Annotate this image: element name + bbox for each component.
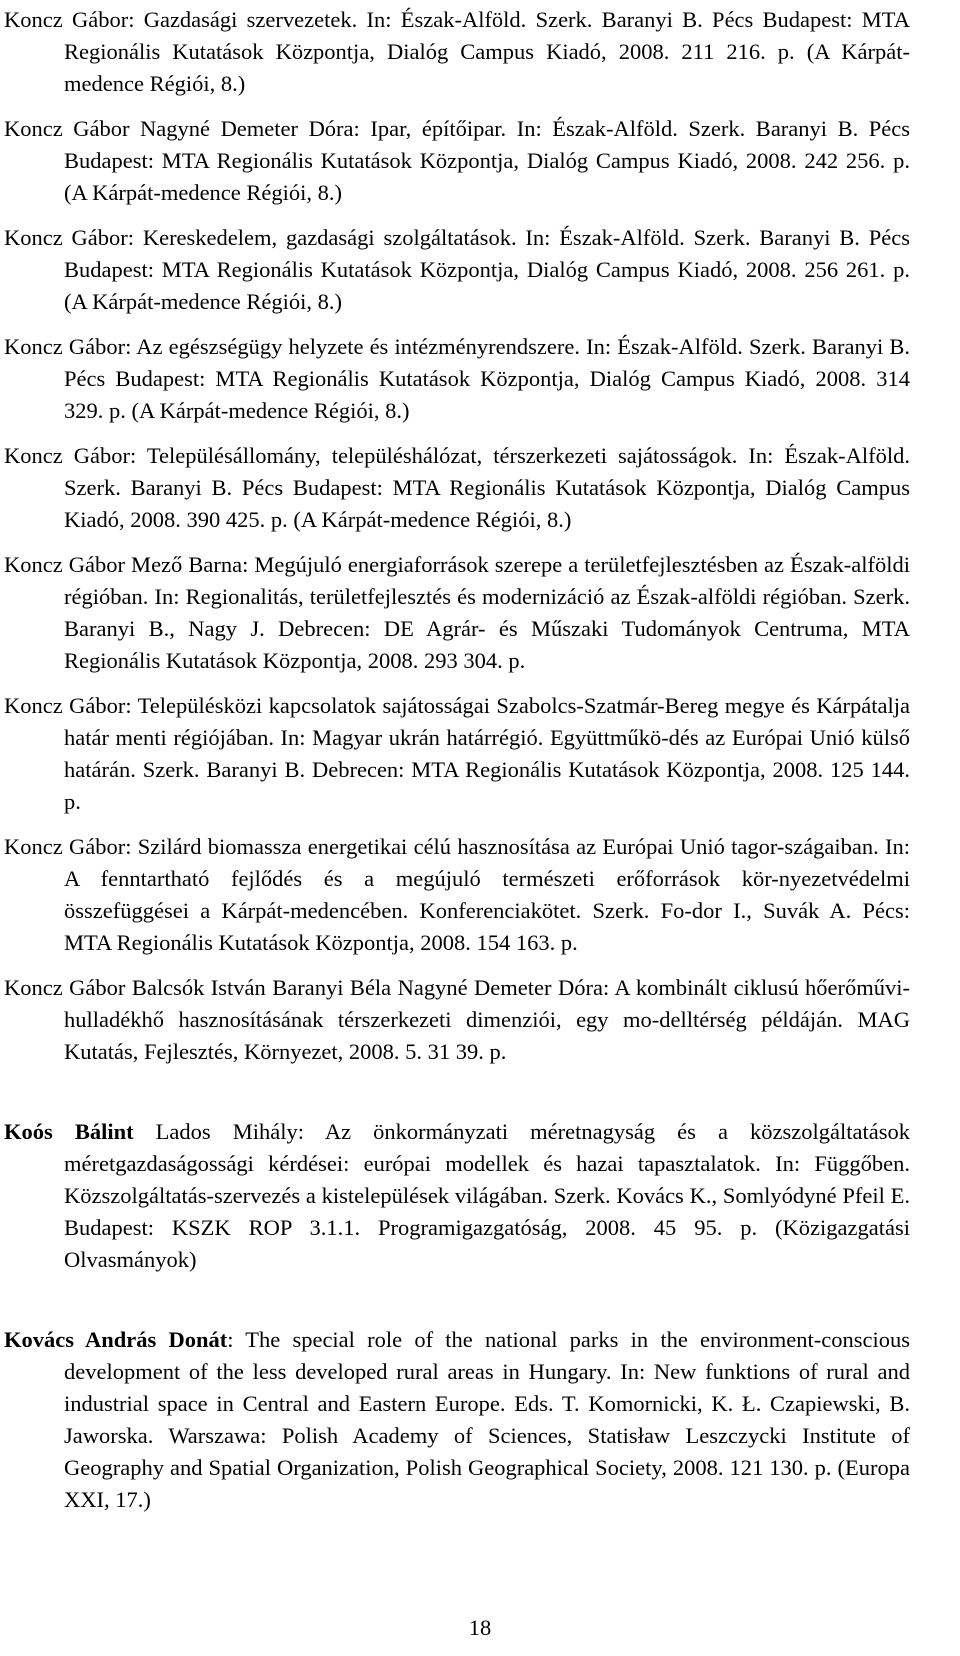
reference-entry: [4, 222, 910, 318]
reference-entry: [4, 972, 910, 1068]
reference-entry: [4, 549, 910, 677]
reference-entry: [4, 440, 910, 536]
reference-entry: [4, 831, 910, 959]
entry-text: Lados Mihály: Az önkormányzati méretnagyság és a közszolgáltatások méretgazdaságossági kérdései: európai modellek és hazai tapasztalatok. In: Függőben. Közszolgáltatás-szervezés a kistelepülések világában. Szerk. Kovács K., Somlyódyné Pfeil E. Budapest: KSZK ROP 3.1.1. Programigazgatóság, 2008. 45 95. p. (Közigazgatási Olvasmányok): [64, 1119, 911, 1272]
entry-text: Koncz Gábor: Településállomány, településhálózat, térszerkezeti sajátosságok. In: Észak-Alföld. Szerk. Baranyi B. Pécs Budapest: MTA Regionális Kutatások Központja, Dialóg Campus Kiadó, 2008. 390 425. p. (A Kárpát-medence Régiói, 8.): [4, 443, 910, 532]
entry-text: Koncz Gábor: Településközi kapcsolatok sajátosságai Szabolcs-Szatmár-Bereg megye és Kárpátalja határ menti régiójában. In: Magyar ukrán határrégió. Együttműkö-dés az Európai Unió külső határán. Szerk. Baranyi B. Debrecen: MTA Regionális Kutatások Központja, 2008. 125 144. p.: [4, 693, 910, 814]
entry-text: Koncz Gábor: Az egészségügy helyzete és intézményrendszere. In: Észak-Alföld. Szerk. Baranyi B. Pécs Budapest: MTA Regionális Kutatások Központja, Dialóg Campus Kiadó, 2008. 314 329. p. (A Kárpát-medence Régiói, 8.): [4, 334, 910, 423]
reference-entry: [4, 690, 910, 818]
reference-entry: [4, 113, 910, 209]
entry-author: Koós Bálint: [4, 1119, 134, 1144]
entry-text: Koncz Gábor: Kereskedelem, gazdasági szolgáltatások. In: Észak-Alföld. Szerk. Baranyi B. Pécs Budapest: MTA Regionális Kutatások Központja, Dialóg Campus Kiadó, 2008. 256 261. p. (A Kárpát-medence Régiói, 8.): [4, 225, 910, 314]
reference-entry: [4, 4, 910, 100]
entry-author: Kovács András Donát: [4, 1327, 228, 1352]
reference-entry: [4, 331, 910, 427]
page-number: 18: [468, 1615, 492, 1640]
reference-entry: [4, 1116, 910, 1276]
entry-text: Koncz Gábor: Gazdasági szervezetek. In: Észak-Alföld. Szerk. Baranyi B. Pécs Budapest: MTA Regionális Kutatások Központja, Dialóg Campus Kiadó, 2008. 211 216. p. (A Kárpát-medence Régiói, 8.): [4, 7, 910, 96]
entry-text: Koncz Gábor Mező Barna: Megújuló energiaforrások szerepe a területfejlesztésben az Észak-alföldi régióban. In: Regionalitás, területfejlesztés és modernizáció az Észak-alföldi régióban. Szerk. Baranyi B., Nagy J. Debrecen: DE Agrár- és Műszaki Tudományok Centruma, MTA Regionális Kutatások Központja, 2008. 293 304. p.: [4, 552, 910, 673]
reference-entry: [4, 1324, 910, 1516]
entry-text: Koncz Gábor Nagyné Demeter Dóra: Ipar, építőipar. In: Észak-Alföld. Szerk. Baranyi B. Pécs Budapest: MTA Regionális Kutatások Központja, Dialóg Campus Kiadó, 2008. 242 256. p. (A Kárpát-medence Régiói, 8.): [4, 116, 910, 205]
entry-text: : The special role of the national parks in the environment-conscious development of the less developed rural areas in Hungary. In: New funktions of rural and industrial space in Central and Eastern Europe. Eds. T. Komornicki, K. Ł. Czapiewski, B. Jaworska. Warszawa: Polish Academy of Sciences, Statisław Leszczycki Institute of Geography and Spatial Organization, Polish Geographical Society, 2008. 121 130. p. (Europa XXI, 17.): [64, 1327, 910, 1512]
entry-text: Koncz Gábor: Szilárd biomassza energetikai célú hasznosítása az Európai Unió tagor-szágaiban. In: A fenntartható fejlődés és a megújuló természeti erőforrások kör-nyezetvédelmi összefüggései a Kárpát-medencében. Konferenciakötet. Szerk. Fo-dor I., Suvák A. Pécs: MTA Regionális Kutatások Központja, 2008. 154 163. p.: [4, 834, 910, 955]
entry-text: Koncz Gábor Balcsók István Baranyi Béla Nagyné Demeter Dóra: A kombinált ciklusú hőerőművi-hulladékhő hasznosításának térszerkezeti dimenziói, egy mo-delltérség példáján. MAG Kutatás, Fejlesztés, Környezet, 2008. 5. 31 39. p.: [4, 975, 910, 1064]
